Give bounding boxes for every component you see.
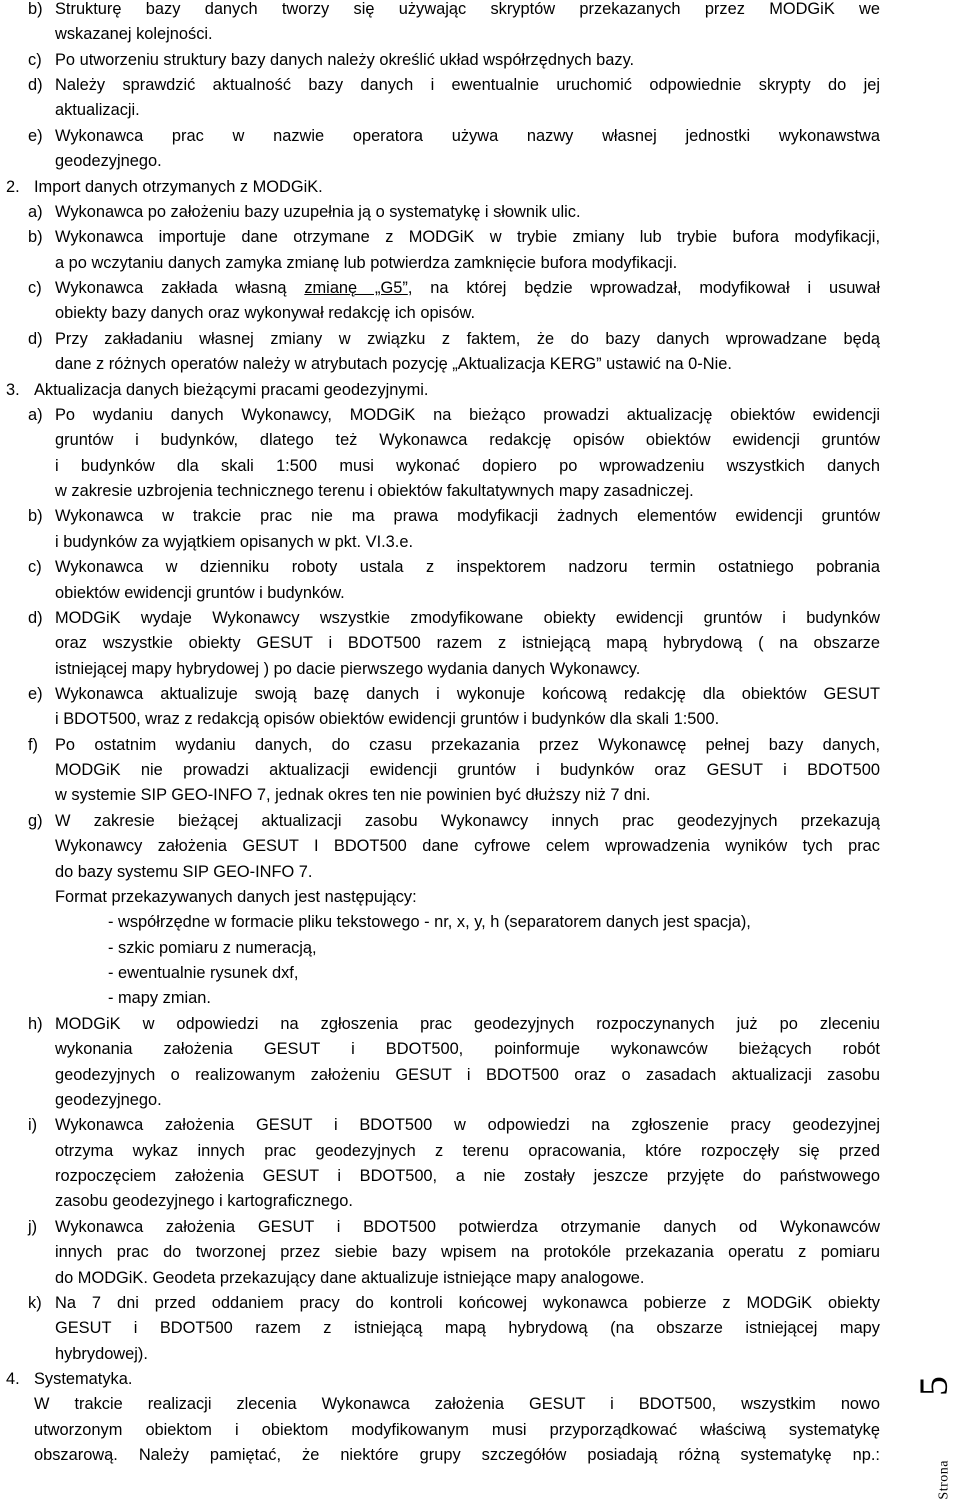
text-line: obszarową. Należy pamiętać, że niektóre grupy szczegółów posiadają różną systematykę np.: (34, 1446, 880, 1465)
item-marker: a) (28, 202, 43, 221)
text-line: w zakresie uzbrojenia technicznego terenu i obiektów fakultatywnych mapy zasadniczej. (55, 482, 694, 501)
item-marker: 4. (6, 1369, 20, 1388)
text-line: Po wydaniu danych Wykonawcy, MODGiK na bieżąco prowadzi aktualizację obiektów ewidencji (55, 405, 880, 424)
text-line: Wykonawca zakłada własną zmianę „G5”, na której będzie wprowadzał, modyfikował i usuwał (55, 279, 880, 298)
text-line: do MODGiK. Geodeta przekazujący dane aktualizuje istniejące mapy analogowe. (55, 1268, 645, 1287)
page-word: Strona (937, 1460, 952, 1500)
text-line: Wykonawcy założenia GESUT I BDOT500 dane cyfrowe celem wprowadzenia wyników tych prac (55, 837, 880, 856)
text-line: - współrzędne w formacie pliku tekstowego - nr, x, y, h (separatorem danych jest spacja), (108, 913, 751, 932)
text-line: Systematyka. (34, 1369, 133, 1388)
item-marker: e) (28, 684, 43, 703)
text-line: do bazy systemu SIP GEO-INFO 7. (55, 862, 313, 881)
text-line: Należy sprawdzić aktualność bazy danych i ewentualnie uruchomić odpowiednie skrypty do jej (55, 76, 880, 95)
item-marker: 2. (6, 177, 20, 196)
item-marker: a) (28, 405, 43, 424)
page-number: 5 (911, 1376, 956, 1396)
text-line: MODGiK wydaje Wykonawcy wszystkie zmodyfikowane obiekty ewidencji gruntów i budynków (55, 608, 880, 627)
text-line: wskazanej kolejności. (55, 25, 213, 44)
text-line: dane z różnych operatów należy w atrybutach pozycję „Aktualizacja KERG” ustawić na 0-Nie. (55, 355, 732, 374)
text-line: i BDOT500, wraz z redakcją opisów obiektów ewidencji gruntów i budynków dla skali 1:500. (55, 710, 720, 729)
text-line: Wykonawca założenia GESUT i BDOT500 potwierdza otrzymanie danych od Wykonawców (55, 1217, 880, 1236)
underlined-term: zmianę „G5” (304, 279, 408, 298)
item-marker: d) (28, 608, 43, 627)
item-marker: i) (28, 1116, 38, 1135)
text-line: obiekty bazy danych oraz wykonywał redakcję ich opisów. (55, 304, 475, 323)
text-line: otrzyma wykaz innych prac geodezyjnych z terenu opracowania, które rozpoczęły się przed (55, 1141, 880, 1160)
text-line: Wykonawca prac w nazwie operatora używa nazwy własnej jednostki wykonawstwa (55, 126, 880, 145)
text-line: utworzonym obiektom i obiektom modyfikowanym musi przyporządkować właściwą systematykę (34, 1420, 880, 1439)
item-marker: b) (28, 228, 43, 247)
text-line: Po ostatnim wydaniu danych, do czasu przekazania przez Wykonawcę pełnej bazy danych, (55, 735, 880, 754)
text-line: hybrydowej). (55, 1344, 148, 1363)
item-marker: c) (28, 279, 42, 298)
text-line: W trakcie realizacji zlecenia Wykonawca założenia GESUT i BDOT500, wszystkim nowo (34, 1395, 880, 1414)
item-marker: f) (28, 735, 39, 754)
text-line: Wykonawca założenia GESUT i BDOT500 w odpowiedzi na zgłoszenie pracy geodezyjnej (55, 1116, 880, 1135)
item-marker: d) (28, 329, 43, 348)
text-line: aktualizacji. (55, 101, 140, 120)
item-marker: c) (28, 558, 42, 577)
item-marker: b) (28, 507, 43, 526)
item-marker: e) (28, 126, 43, 145)
text-line: oraz wszystkie obiekty GESUT i BDOT500 razem z istniejącą mapą hybrydową ( na obszarze (55, 634, 880, 653)
text-line: i budynków za wyjątkiem opisanych w pkt. VI.3.e. (55, 532, 414, 551)
text-line: Import danych otrzymanych z MODGiK. (34, 177, 323, 196)
text-line: geodezyjnego. (55, 152, 162, 171)
text-line: a po wczytaniu danych zamyka zmianę lub potwierdza zamknięcie bufora modyfikacji. (55, 253, 678, 272)
item-marker: g) (28, 811, 43, 830)
text-line: obiektów ewidencji gruntów i budynków. (55, 583, 345, 602)
text-line: Po utworzeniu struktury bazy danych należy określić układ współrzędnych bazy. (55, 50, 635, 69)
text-line: Na 7 dni przed oddaniem pracy do kontroli końcowej wykonawca pobierze z MODGiK obiekty (55, 1293, 880, 1312)
text-line: MODGiK w odpowiedzi na zgłoszenia prac geodezyjnych rozpoczynanych już po zleceniu (55, 1014, 880, 1033)
text-line: geodezyjnych o realizowanym założeniu GESUT i BDOT500 oraz o zasadach aktualizacji zasobu (55, 1065, 880, 1084)
text-line: - mapy zmian. (108, 989, 211, 1008)
text-line: innych prac do tworzonej przez siebie bazy wpisem na protokóle przekazania operatu z pomiaru (55, 1243, 880, 1262)
text-line: Format przekazywanych danych jest następujący: (55, 887, 417, 906)
text-line: zasobu geodezyjnego i kartograficznego. (55, 1192, 353, 1211)
item-marker: j) (28, 1217, 38, 1236)
item-marker: d) (28, 76, 43, 95)
text-line: - ewentualnie rysunek dxf, (108, 964, 299, 983)
text-line: geodezyjnego. (55, 1090, 162, 1109)
text-line: MODGiK nie prowadzi aktualizacji ewidencji gruntów i budynków oraz GESUT i BDOT500 (55, 761, 880, 780)
text-line: Wykonawca po założeniu bazy uzupełnia ją o systematykę i słownik ulic. (55, 202, 581, 221)
text-line: W zakresie bieżącej aktualizacji zasobu Wykonawcy innych prac geodezyjnych przekazują (55, 811, 880, 830)
text-line: GESUT i BDOT500 razem z istniejącą mapą hybrydową (na obszarze istniejącej mapy (55, 1319, 880, 1338)
text-line: gruntów i budynków, dlatego też Wykonawca redakcję opisów obiektów ewidencji gruntów (55, 431, 880, 450)
item-marker: k) (28, 1293, 42, 1312)
text-line: Wykonawca aktualizuje swoją bazę danych i wykonuje końcową redakcję dla obiektów GESUT (55, 684, 880, 703)
text-line: Wykonawca w dzienniku roboty ustala z inspektorem nadzoru termin ostatniego pobrania (55, 558, 880, 577)
text-line: w systemie SIP GEO-INFO 7, jednak okres ten nie powinien być dłuższy niż 7 dni. (55, 786, 651, 805)
item-marker: c) (28, 50, 42, 69)
text-line: Strukturę bazy danych tworzy się używając skryptów przekazanych przez MODGiK we (55, 0, 880, 18)
text-line: Wykonawca w trakcie prac nie ma prawa modyfikacji żadnych elementów ewidencji gruntów (55, 507, 880, 526)
text-line: Przy zakładaniu własnej zmiany w związku z faktem, że do bazy danych wprowadzane będą (55, 329, 880, 348)
item-marker: 3. (6, 380, 20, 399)
text-line: rozpoczęciem założenia GESUT i BDOT500, a nie zostały jeszcze przyjęte do państwowego (55, 1167, 880, 1186)
item-marker: h) (28, 1014, 43, 1033)
text-line: wykonania założenia GESUT i BDOT500, poinformuje wykonawców bieżących robót (55, 1040, 880, 1059)
text-line: Aktualizacja danych bieżącymi pracami geodezyjnymi. (34, 380, 429, 399)
item-marker: b) (28, 0, 43, 18)
text-line: i budynków dla skali 1:500 musi wykonać dopiero po wprowadzeniu wszystkich danych (55, 456, 880, 475)
text-line: istniejącej mapy hybrydowej ) po dacie pierwszego wydania danych Wykonawcy. (55, 659, 641, 678)
page-footer (910, 1314, 960, 1500)
text-line: Wykonawca importuje dane otrzymane z MODGiK w trybie zmiany lub trybie bufora modyfikacji, (55, 228, 880, 247)
text-line: - szkic pomiaru z numeracją, (108, 938, 317, 957)
